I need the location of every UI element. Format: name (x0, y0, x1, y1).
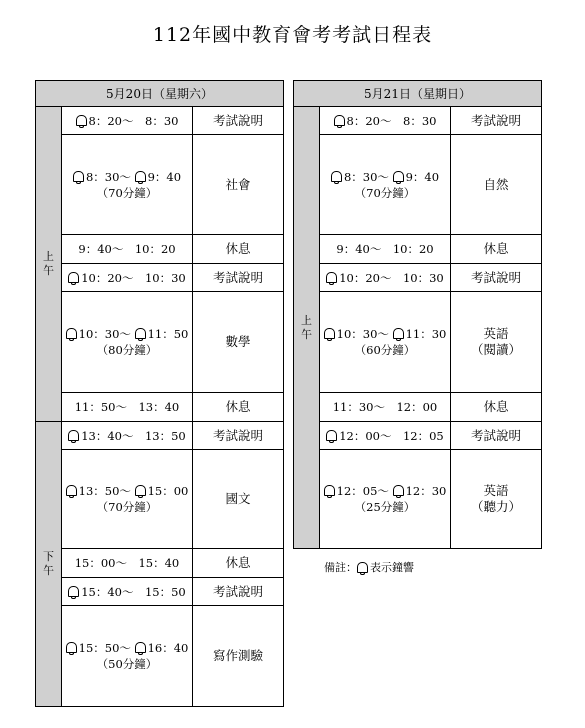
subject-name: 休息 (225, 399, 251, 414)
duration-text: （60分鐘） (354, 343, 416, 357)
time-line (320, 270, 450, 286)
time-cell (62, 549, 193, 578)
bell-icon (135, 642, 146, 653)
bell-icon (326, 430, 337, 441)
subject-cell (451, 393, 542, 422)
start-time: 10：30～ (336, 327, 389, 341)
subject-name: 社會 (225, 176, 251, 192)
bell-icon (326, 272, 337, 283)
subject-cell (193, 107, 284, 135)
schedule-day1 (35, 80, 284, 707)
time-line (62, 483, 192, 499)
time-line (320, 399, 450, 415)
table-row (294, 422, 542, 450)
end-time: 16：40 (147, 641, 189, 655)
table-row (294, 264, 542, 292)
bell-icon (357, 562, 368, 573)
time-cell (62, 235, 193, 264)
time-cell (320, 264, 451, 292)
subject-cell (451, 292, 542, 393)
subject-name: 考試說明 (212, 583, 263, 599)
footnote-text: 表示鐘響 (370, 561, 414, 574)
subject-cell (451, 264, 542, 292)
subject-name: 寫作測驗 (212, 648, 263, 663)
bell-icon (135, 485, 146, 496)
time-line (320, 241, 450, 257)
bell-icon (68, 586, 79, 597)
subject-cell (193, 422, 284, 450)
subject-name: 考試說明 (212, 269, 263, 285)
duration-text: （70分鐘） (96, 185, 158, 200)
time-cell (62, 578, 193, 606)
bell-icon (331, 171, 342, 182)
bell-icon (393, 328, 404, 339)
end-time: 9：40 (405, 169, 440, 184)
start-time: 13：50～ (78, 484, 131, 498)
table-row (36, 450, 284, 549)
subject-name: 休息 (483, 399, 509, 414)
start-time: 8：20～ 8：30 (88, 113, 179, 128)
start-time: 12：00～ 12：05 (339, 428, 444, 443)
duration-text: （50分鐘） (96, 657, 158, 671)
subject-name: 考試說明 (470, 427, 521, 443)
end-time: 12：30 (405, 484, 447, 498)
table-row (36, 107, 284, 135)
subject-name: 考試說明 (470, 269, 521, 285)
bell-icon (135, 171, 146, 182)
subject-name: 自然 (483, 176, 509, 192)
table-row (294, 135, 542, 235)
subject-name: 考試說明 (212, 112, 263, 128)
table-row (36, 549, 284, 578)
time-cell (320, 393, 451, 422)
start-time: 8：30～ (343, 169, 389, 184)
subject-name: 數學 (225, 334, 251, 349)
subject-name: 國文 (225, 491, 251, 506)
start-time: 15：50～ (78, 641, 131, 655)
time-cell (320, 422, 451, 450)
start-time: 13：40～ 13：50 (81, 428, 186, 443)
time-cell (62, 450, 193, 549)
time-cell (62, 264, 193, 292)
start-time: 8：20～ 8：30 (346, 113, 437, 128)
subject-name: 考試說明 (212, 427, 263, 443)
bell-icon (66, 485, 77, 496)
table-row (294, 107, 542, 135)
subject-cell (451, 107, 542, 135)
subject-cell (451, 235, 542, 264)
morning-label (294, 107, 320, 549)
bell-icon (324, 328, 335, 339)
subject-subtitle: （聽力） (470, 499, 521, 514)
start-time: 10：20～ 10：30 (339, 270, 444, 285)
time-cell (62, 393, 193, 422)
time-cell (62, 292, 193, 393)
end-time: 9：40 (147, 169, 182, 184)
bell-icon (73, 171, 84, 182)
day2-header: 5月21日（星期日） (294, 81, 542, 107)
table-row (36, 235, 284, 264)
subject-name: 英語 (483, 483, 509, 498)
time-cell (62, 606, 193, 707)
table-row (294, 393, 542, 422)
subject-name: 考試說明 (470, 112, 521, 128)
subject-cell (193, 235, 284, 264)
subject-subtitle: （閱讀） (470, 342, 521, 357)
start-time: 8：30～ (85, 169, 131, 184)
subject-cell (193, 393, 284, 422)
bell-icon (66, 642, 77, 653)
time-cell (320, 235, 451, 264)
time-line (320, 169, 450, 185)
footnote-prefix: 備註： (324, 561, 357, 574)
bell-icon (393, 171, 404, 182)
subject-cell (193, 578, 284, 606)
table-row (36, 422, 284, 450)
time-cell (320, 107, 451, 135)
subject-cell (193, 135, 284, 235)
subject-name: 英語 (483, 326, 509, 341)
morning-label (36, 107, 62, 422)
subject-name: 休息 (225, 555, 251, 570)
subject-cell (193, 549, 284, 578)
morning-label-label: 上午 (43, 250, 54, 277)
subject-cell (193, 292, 284, 393)
time-line (62, 270, 192, 286)
time-cell (320, 292, 451, 393)
start-time: 12：05～ (336, 484, 389, 498)
footnote (324, 559, 414, 575)
time-line (320, 326, 450, 342)
table-row (36, 606, 284, 707)
bell-icon (135, 328, 146, 339)
time-cell (320, 135, 451, 235)
table-row (294, 235, 542, 264)
day1-header: 5月20日（星期六） (36, 81, 284, 107)
start-time: 9：40～ 10：20 (78, 242, 176, 256)
table-row (36, 264, 284, 292)
time-cell (62, 422, 193, 450)
duration-text: （70分鐘） (96, 500, 158, 514)
page-title: 112年國中教育會考考試日程表 (152, 24, 433, 46)
table-row (294, 450, 542, 549)
subject-cell (193, 264, 284, 292)
time-line (62, 113, 192, 129)
duration-text: （70分鐘） (354, 185, 416, 200)
time-line (62, 399, 192, 415)
subject-name: 休息 (225, 241, 251, 256)
bell-icon (334, 115, 345, 126)
time-line (62, 169, 192, 185)
table-row (36, 393, 284, 422)
table-row (294, 292, 542, 393)
time-cell (62, 135, 193, 235)
time-cell (62, 107, 193, 135)
subject-cell (193, 450, 284, 549)
end-time: 11：30 (405, 327, 447, 341)
subject-cell (451, 135, 542, 235)
bell-icon (68, 272, 79, 283)
start-time: 10：20～ 10：30 (81, 270, 186, 285)
subject-name: 休息 (483, 241, 509, 256)
subject-cell (193, 606, 284, 707)
subject-cell (451, 450, 542, 549)
time-line (62, 326, 192, 342)
table-row (36, 292, 284, 393)
afternoon-label-label: 下午 (43, 550, 54, 577)
time-line (62, 241, 192, 257)
duration-text: （80分鐘） (96, 343, 158, 357)
bell-icon (393, 485, 404, 496)
time-line (62, 640, 192, 656)
table-row (36, 135, 284, 235)
subject-cell (451, 422, 542, 450)
start-time: 11：50～ 13：40 (74, 400, 180, 414)
time-line (62, 584, 192, 600)
afternoon-label (36, 422, 62, 707)
time-line (320, 483, 450, 499)
duration-text: （25分鐘） (354, 500, 416, 514)
schedule-day2 (293, 80, 542, 549)
end-time: 11：50 (147, 327, 189, 341)
start-time: 15：00～ 15：40 (74, 556, 180, 570)
start-time: 15：40～ 15：50 (81, 584, 186, 599)
end-time: 15：00 (147, 484, 189, 498)
start-time: 9：40～ 10：20 (336, 242, 434, 256)
bell-icon (76, 115, 87, 126)
bell-icon (324, 485, 335, 496)
time-cell (320, 450, 451, 549)
start-time: 10：30～ (78, 327, 131, 341)
morning-label-label: 上午 (301, 313, 312, 341)
time-line (320, 113, 450, 129)
bell-icon (68, 430, 79, 441)
table-row (36, 578, 284, 606)
time-line (320, 428, 450, 444)
bell-icon (66, 328, 77, 339)
start-time: 11：30～ 12：00 (332, 400, 438, 414)
time-line (62, 555, 192, 571)
time-line (62, 428, 192, 444)
